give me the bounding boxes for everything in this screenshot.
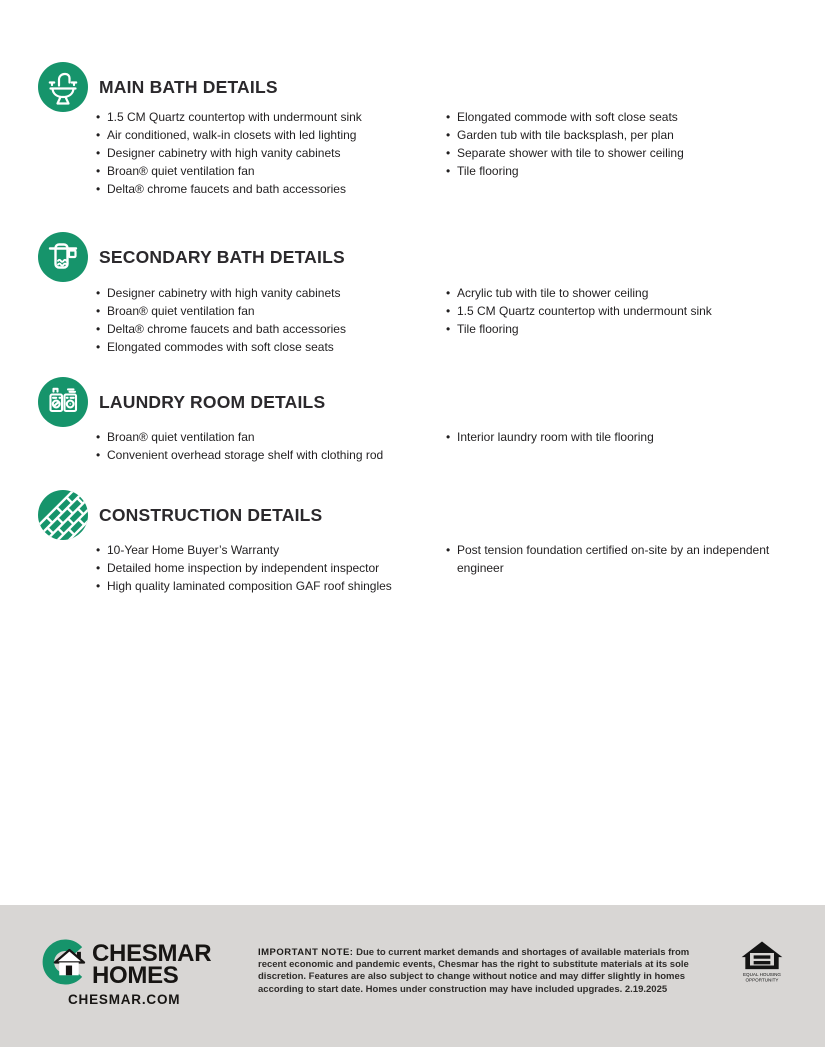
feature-item: • Air conditioned, walk-in closets with led lighting (95, 126, 435, 144)
feature-item: • Separate shower with tile to shower ceiling (445, 144, 785, 162)
bathtub-towel-icon (38, 232, 88, 282)
feature-item: • Broan® quiet ventilation fan (95, 302, 435, 320)
feature-list-left (95, 108, 435, 198)
section-title: SECONDARY BATH DETAILS (99, 246, 345, 267)
important-note-label: IMPORTANT NOTE: (258, 947, 354, 958)
feature-item: • 1.5 CM Quartz countertop with undermount sink (445, 302, 785, 320)
website-url: CHESMAR.COM (68, 992, 181, 1007)
feature-item: • Acrylic tub with tile to shower ceiling (445, 284, 785, 302)
equal-housing-opportunity-icon (741, 941, 783, 995)
brand-line-1: CHESMAR (92, 939, 212, 967)
feature-item: • Tile flooring (445, 162, 785, 180)
brand-logo (42, 939, 211, 990)
section-title: MAIN BATH DETAILS (99, 76, 278, 97)
section-title: CONSTRUCTION DETAILS (99, 504, 323, 525)
feature-item: • High quality laminated composition GAF roof shingles (95, 577, 435, 595)
feature-item: • Post tension foundation certified on-site by an independent engineer (445, 541, 785, 577)
feature-list-left (95, 428, 435, 464)
brand-line-2: HOMES (92, 961, 179, 989)
feature-item: • Interior laundry room with tile flooring (445, 428, 785, 446)
feature-item: • Elongated commodes with soft close seats (95, 338, 435, 356)
feature-list-left (95, 541, 435, 595)
feature-item: • 1.5 CM Quartz countertop with undermount sink (95, 108, 435, 126)
feature-item: • Tile flooring (445, 320, 785, 338)
feature-list-right (445, 108, 785, 180)
footer (0, 905, 825, 1047)
feature-item: • Designer cabinetry with high vanity cabinets (95, 284, 435, 302)
section-header (38, 62, 278, 112)
feature-list-right (445, 541, 785, 577)
feature-item: • Delta® chrome faucets and bath accessories (95, 320, 435, 338)
section-header (38, 377, 325, 427)
important-note-text: Due to current market demands and shortages of available materials from recent economic and pandemic events, Chesmar has the right to substitute materials at its sole discretion. Features are also subject to change without notice and may differ slightly in homes according to start date. Homes under construction may have included upgrades. 2.19.2025 (258, 947, 690, 995)
feature-item: • Detailed home inspection by independent inspector (95, 559, 435, 577)
feature-item: • Elongated commode with soft close seats (445, 108, 785, 126)
feature-list-right (445, 428, 785, 446)
section-title: LAUNDRY ROOM DETAILS (99, 391, 326, 412)
section-header (38, 232, 345, 282)
important-note (258, 947, 714, 996)
feature-item: • Delta® chrome faucets and bath accessories (95, 180, 435, 198)
feature-list-left (95, 284, 435, 356)
section-header (38, 490, 322, 540)
brand-name (92, 939, 212, 989)
feature-item: • Convenient overhead storage shelf with clothing rod (95, 446, 435, 464)
feature-item: • Broan® quiet ventilation fan (95, 428, 435, 446)
feature-item: • 10-Year Home Buyer’s Warranty (95, 541, 435, 559)
feature-item: • Garden tub with tile backsplash, per plan (445, 126, 785, 144)
feature-list-right (445, 284, 785, 338)
feature-item: • Designer cabinetry with high vanity cabinets (95, 144, 435, 162)
chesmar-c-house-logo-icon (42, 939, 88, 990)
roof-shingles-icon (38, 490, 88, 540)
washer-dryer-icon (38, 377, 88, 427)
sink-icon (38, 62, 88, 112)
feature-item: • Broan® quiet ventilation fan (95, 162, 435, 180)
eho-text-line-2: OPPORTUNITY (745, 977, 779, 983)
eho-text-line-1: EQUAL HOUSING (743, 971, 781, 977)
